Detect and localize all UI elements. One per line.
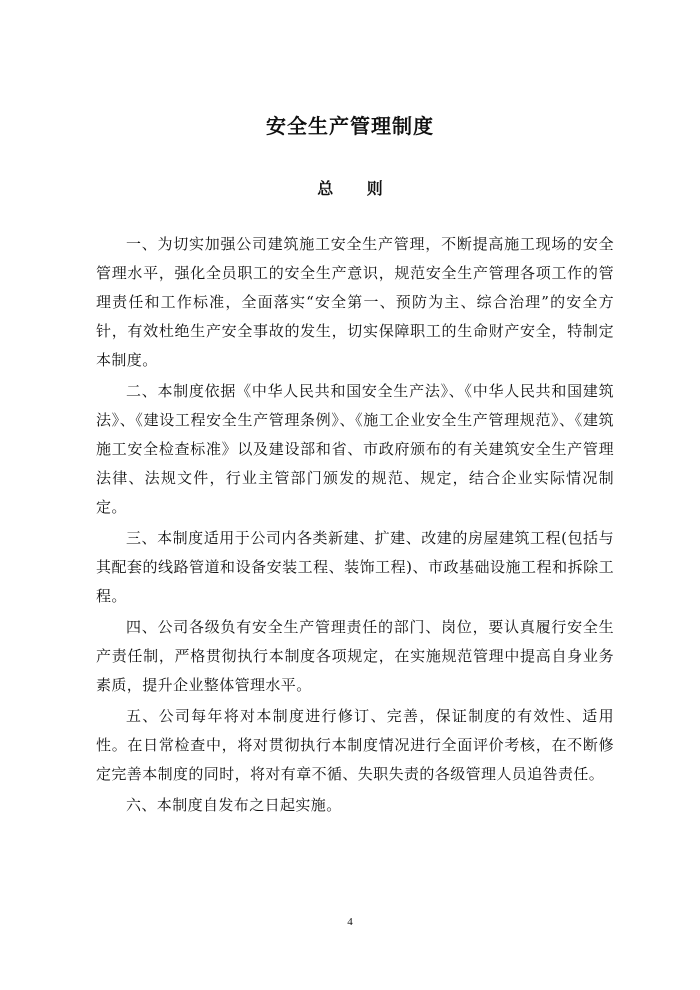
document-title: 安全生产管理制度 — [266, 114, 434, 138]
paragraph-5: 五、公司每年将对本制度进行修订、完善，保证制度的有效性、适用性。在日常检查中，将对贯彻执行本制度情况进行全面评价考核，在不断修定完善本制度的同时，将对有章不循、失职失责的各级管理人员追咎责任。 — [96, 707, 614, 783]
document-body — [96, 230, 614, 822]
paragraph-2: 二、本制度依据《中华人民共和国安全生产法》、《中华人民共和国建筑法》、《建设工程安全生产管理条例》、《施工企业安全生产管理规范》、《建筑施工安全检查标准》以及建设部和省、市政府颁布的有关建筑安全生产管理法律、法规文件，行业主管部门颁发的规范、规定，结合企业实际情况制定。 — [96, 382, 614, 516]
page-number: 4 — [347, 916, 353, 928]
paragraph-3: 三、本制度适用于公司内各类新建、扩建、改建的房屋建筑工程(包括与其配套的线路管道和设备安装工程、装饰工程)、市政基础设施工程和拆除工程。 — [96, 529, 614, 605]
section-title: 总 则 — [317, 179, 397, 198]
paragraph-1: 一、为切实加强公司建筑施工安全生产管理，不断提高施工现场的安全管理水平，强化全员职工的安全生产意识，规范安全生产管理各项工作的管理责任和工作标准，全面落实“安全第一、预防为主、综合治理”的安全方针，有效杜绝生产安全事故的发生，切实保障职工的生命财产安全，特制定本制度。 — [96, 235, 614, 369]
paragraph-6: 六、本制度自发布之日起实施。 — [126, 796, 342, 814]
paragraph-4: 四、公司各级负有安全生产管理责任的部门、岗位，要认真履行安全生产责任制，严格贯彻执行本制度各项规定，在实施规范管理中提高自身业务素质，提升企业整体管理水平。 — [96, 618, 614, 694]
